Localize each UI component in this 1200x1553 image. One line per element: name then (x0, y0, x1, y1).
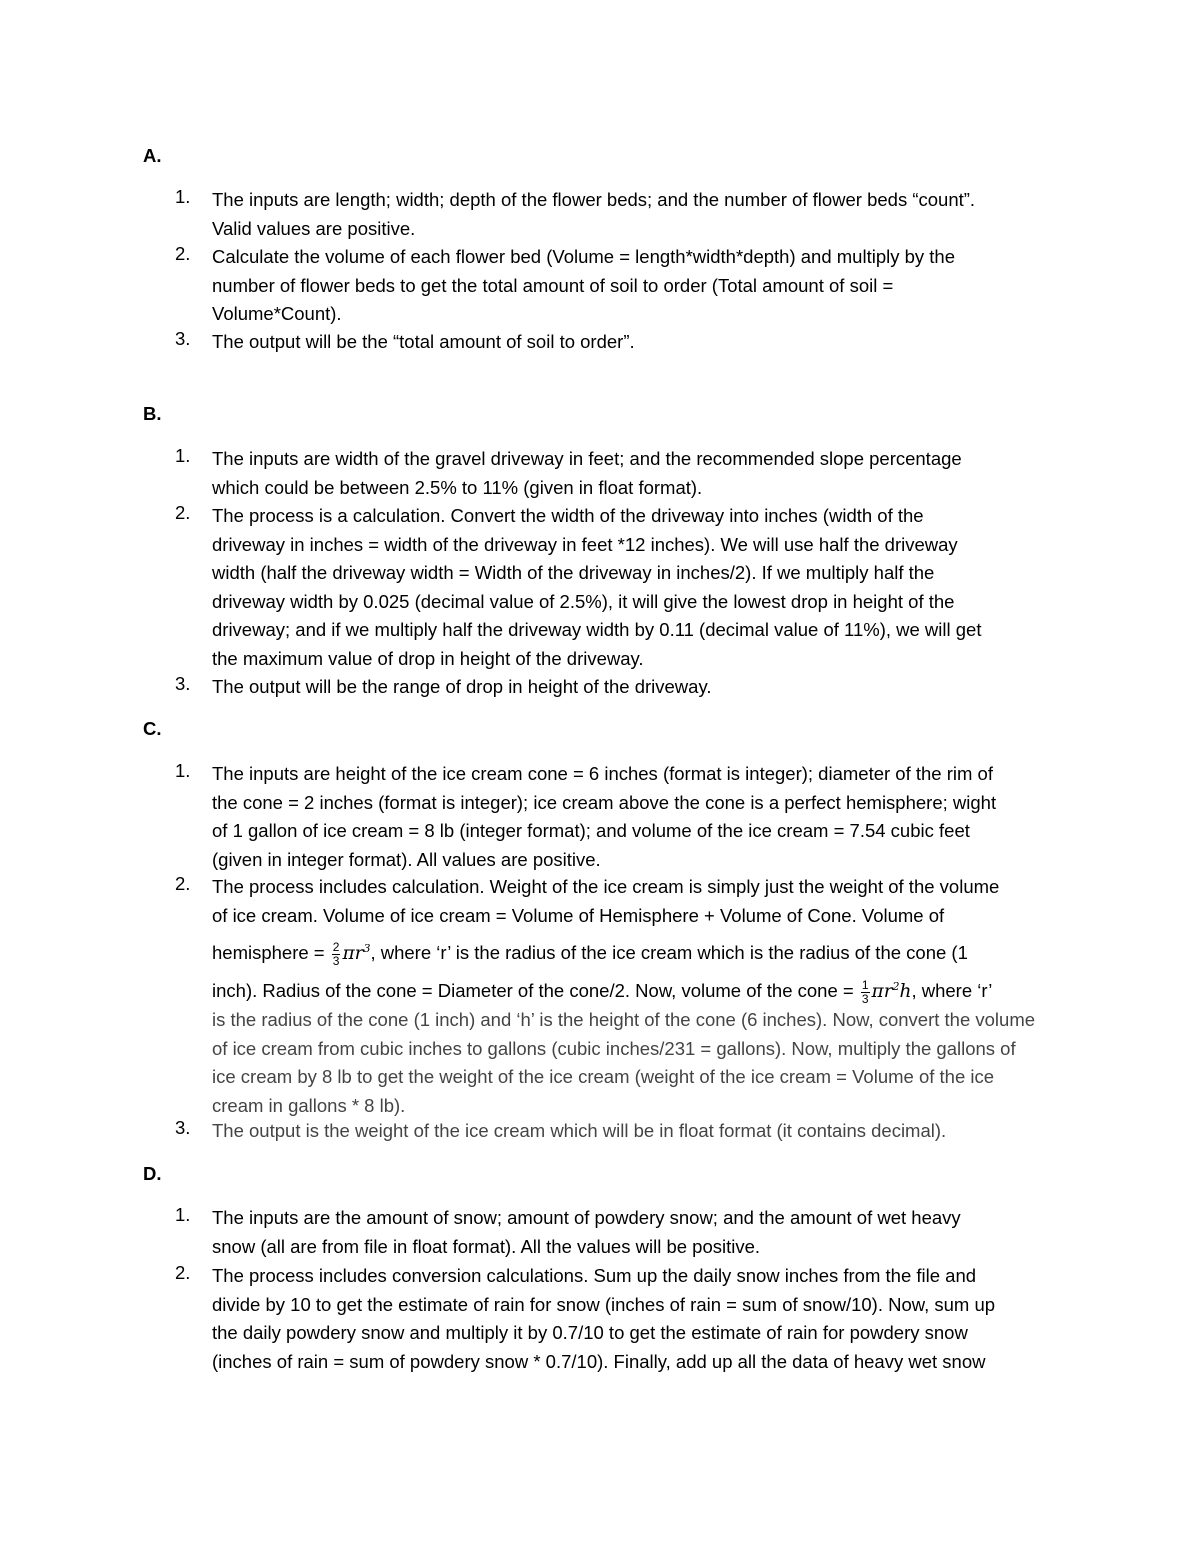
cone-formula-line: inch). Radius of the cone = Diameter of the cone/2. Now, volume of the cone = $\frac{1}{3}$ $\pi r^2h$, where ‘r’ (212, 977, 993, 1006)
list-item-text: The inputs are height of the ice cream cone = 6 inches (format is integer); diameter of the rim of the cone = 2 inches (format is integer); ice cream above the cone is a perfect hemisphere; wight of 1 gallon of ice cream = 8 lb (integer format); and volume of the ice cream = 7.54 cubic feet (given in integer format). All values are positive. (212, 763, 997, 870)
list-number: 2. (175, 243, 191, 264)
list-number: 1. (175, 760, 191, 781)
list-item-text: The output is the weight of the ice cream which will be in float format (it contains decimal). (212, 1120, 947, 1141)
fraction-two-thirds: $\frac{2}{3}$ (332, 939, 340, 968)
list-item-text: The process includes conversion calculations. Sum up the daily snow inches from the file and divide by 10 to get the estimate of rain for snow (inches of rain = sum of snow/10). Now, sum up the daily powdery snow and multiply it by 0.7/10 to get the estimate of rain for powdery snow (inches of rain = sum of powdery snow * 0.7/10). Finally, add up all the data of heavy wet snow (212, 1265, 996, 1372)
list-item-text: Calculate the volume of each flower bed (Volume = length*width*depth) and multiply by the number of flower beds to get the total amount of soil to order (Total amount of soil = Volume*Count). (212, 246, 956, 324)
list-number: 1. (175, 1204, 191, 1225)
list-item-text: The output will be the range of drop in height of the driveway. (212, 676, 712, 697)
section-a-heading: A. (143, 145, 162, 166)
hemisphere-formula-line: hemisphere = $\frac{2}{3}$ $\pi r^3$, where ‘r’ is the radius of the ice cream which is the radius of the cone (1 (212, 939, 968, 968)
list-number: 3. (175, 1117, 191, 1138)
list-item-text: The process includes calculation. Weight of the ice cream is simply just the weight of the volume of ice cream. Volume of ice cream = Volume of Hemisphere + Volume of Cone. Volume of hemisphere = $\frac{2}{3}$ $\pi r^3$, where ‘r’ is the radius of the ice cream which is the radius of the cone (1 inch). Radius of the cone = Diameter of the cone/2. Now, volume of the cone = $\frac{1}{3}$ $\pi r^2h$, where ‘r’ is the radius of the cone (1 inch) and ‘h’ is the height of the cone (6 inches). Now, convert the volume of ice cream from cubic inches to gallons (cubic inches/231 = gallons). Now, multiply the gallons of ice cream by 8 lb to get the weight of the ice cream (weight of the ice cream = Volume of the ice cream in gallons * 8 lb). (212, 873, 1072, 1120)
list-number: 2. (175, 502, 191, 523)
list-item-text: The inputs are width of the gravel driveway in feet; and the recommended slope percentage which could be between 2.5% to 11% (given in float format). (212, 448, 962, 498)
fraction-one-third: $\frac{1}{3}$ (861, 977, 869, 1006)
list-item-text: The inputs are length; width; depth of the flower beds; and the number of flower beds “count”. Valid values are positive. (212, 189, 976, 239)
list-number: 3. (175, 328, 191, 349)
section-d-heading: D. (143, 1163, 162, 1184)
list-item-text: The process is a calculation. Convert the width of the driveway into inches (width of the driveway in inches = width of the driveway in feet *12 inches). We will use half the driveway width (half the driveway width = Width of the driveway in inches/2). If we multiply half the driveway width by 0.025 (decimal value of 2.5%), it will give the lowest drop in height of the driveway; and if we multiply half the driveway width by 0.11 (decimal value of 11%), we will get the maximum value of drop in height of the driveway. (212, 505, 982, 669)
list-item-text: The output will be the “total amount of soil to order”. (212, 331, 635, 352)
list-number: 3. (175, 673, 191, 694)
section-c-heading: C. (143, 718, 162, 739)
list-number: 1. (175, 186, 191, 207)
list-number: 2. (175, 1262, 191, 1283)
list-number: 1. (175, 445, 191, 466)
list-number: 2. (175, 873, 191, 894)
list-item-text: The inputs are the amount of snow; amount of powdery snow; and the amount of wet heavy snow (all are from file in float format). All the values will be positive. (212, 1207, 961, 1257)
section-b-heading: B. (143, 403, 162, 424)
